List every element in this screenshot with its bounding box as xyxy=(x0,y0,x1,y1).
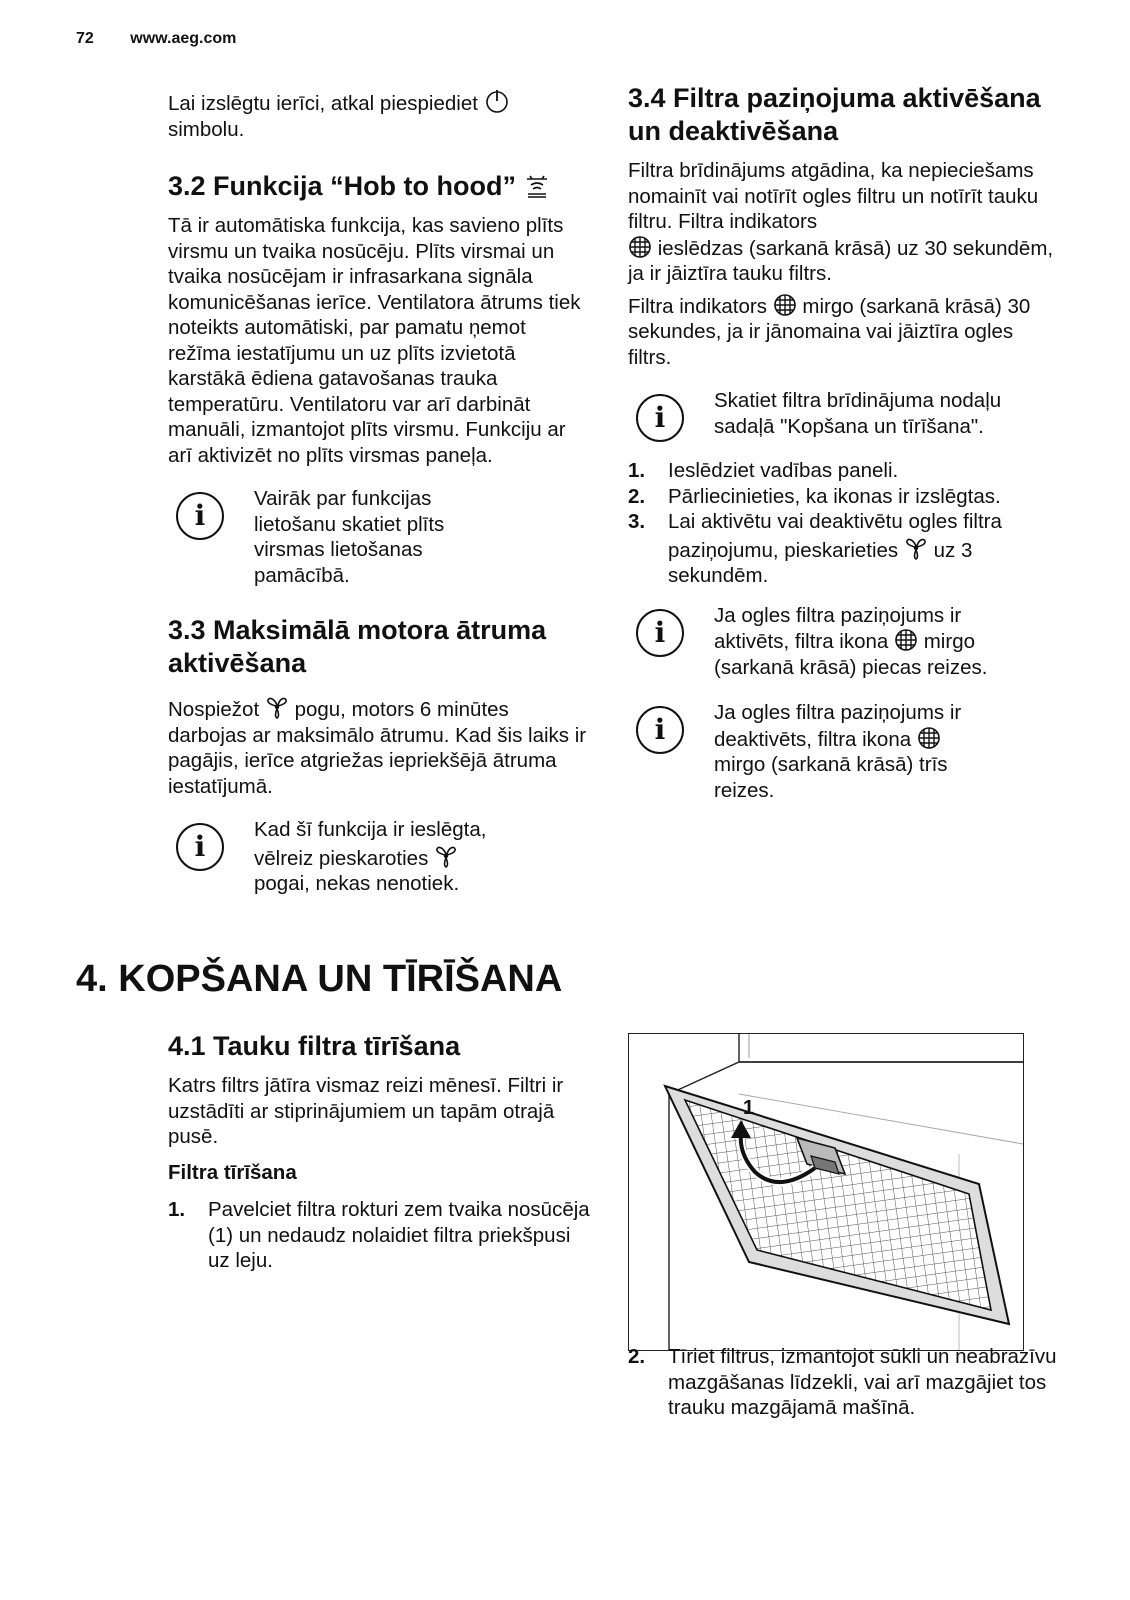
info-icon: i xyxy=(176,492,224,540)
section-4-1-body: Katrs filtrs jātīra vismaz reizi mēnesī. Filtri ir uzstādīti ar stiprinājumiem un tapām otrajā pusē. xyxy=(168,1074,564,1148)
website: www.aeg.com xyxy=(130,30,237,47)
section-3-2-title: 3.2 Funkcija “Hob to hood” xyxy=(168,170,593,203)
subheading-filter-cleaning: Filtra tīrīšana xyxy=(168,1160,297,1184)
step-3-4-2: 2. Pārliecinieties, ka ikonas ir izslēgtas. xyxy=(628,484,1001,508)
page-header xyxy=(76,30,268,48)
page-number: 72 xyxy=(76,30,94,47)
section-3-2-body: Tā ir automātiska funkcija, kas savieno plīts virsmu un tvaika nosūcēju. Plīts virsmai un tvaika nosūcējam ir infrasarkana signāla komunicēšanas ierīce. Ventilatora ātrums tiek noteikts automātiski, par pamatu ņemot režīma iestatījumu un uz plīts izvietotā karstākā ēdiena gatavošanas trauka temperatūru. Ventilatoru var arī darbināt manuāli, izmantojot plīts virsmu. Funkciju ar arī aktivizēt no plīts virsmas paneļa. xyxy=(168,214,581,467)
section-3-4-p1: Filtra brīdinājums atgādina, ka nepieciešams nomainīt vai notīrīt ogles filtru un notīrīt tauku filtru. Filtra indikators ieslēdzas (sarkanā krāsā) uz 30 sekundēm, ja ir jāiztīra tauku filtrs. xyxy=(628,159,1054,285)
hob-to-hood-icon xyxy=(524,173,550,199)
chapter-title: 4. KOPŠANA UN TĪRĪŠANA xyxy=(76,958,563,1000)
filter-drawing xyxy=(629,1034,1023,1350)
fan-icon xyxy=(265,694,289,720)
info-icon: i xyxy=(176,823,224,871)
step-3-4-1: 1. Ieslēdziet vadības paneli. xyxy=(628,459,899,482)
intro-text: Lai izslēgtu ierīci, atkal piespiediet simbolu. xyxy=(168,88,593,142)
fan-icon xyxy=(904,535,928,561)
power-icon xyxy=(484,88,510,114)
right-column xyxy=(628,82,1058,803)
note-3-4-c-text: Ja ogles filtra paziņojums ir deaktivēts, filtra ikona mirgo (sarkanā krāsā) trīs reizes. xyxy=(714,701,962,802)
note-3-2 xyxy=(168,486,593,588)
note-3-4-c xyxy=(628,700,1058,803)
step-4-1-1: 1. Pavelciet filtra rokturi zem tvaika nosūcēja (1) un nedaudz nolaidiet filtra priekšpusi uz leju. xyxy=(168,1198,590,1272)
note-3-4-b xyxy=(628,603,1058,681)
filter-grid-icon xyxy=(773,293,797,317)
section-3-4-p2: Filtra indikators mirgo (sarkanā krāsā) 30 sekundes, ja ir jānomaina vai jāiztīra ogles filtrs. xyxy=(628,294,1031,369)
note-3-3-text: Kad šī funkcija ir ieslēgta, vēlreiz pieskaroties pogai, nekas nenotiek. xyxy=(254,818,487,895)
fan-icon xyxy=(434,843,458,869)
filter-grid-icon xyxy=(628,235,652,259)
note-3-3 xyxy=(168,817,593,897)
filter-grid-icon xyxy=(894,628,918,652)
info-icon: i xyxy=(636,706,684,754)
info-icon: i xyxy=(636,394,684,442)
figure-label: 1 xyxy=(743,1097,755,1119)
step-4-1-2-wrap xyxy=(628,1344,1058,1421)
section-3-3-body: Nospiežot pogu, motors 6 minūtes darbojas ar maksimālo ātrumu. Kad šis laiks ir pagājis, ierīce atgriežas iepriekšējā ātruma iestatījumā. xyxy=(168,694,593,799)
filter-illustration xyxy=(628,1033,1024,1351)
section-3-3-title: 3.3 Maksimālā motora ātruma aktivēšana xyxy=(168,615,547,678)
note-3-4-a-text: Skatiet filtra brīdinājuma nodaļu sadaļā "Kopšana un tīrīšana". xyxy=(714,389,1002,438)
step-3-4-3: 3. Lai aktivētu vai deaktivētu ogles filtra paziņojumu, pieskarieties uz 3 sekundēm. xyxy=(628,510,1002,587)
info-icon: i xyxy=(636,609,684,657)
step-4-1-2: 2. Tīriet filtrus, izmantojot sūkli un neabrazīvu mazgāšanas līdzekli, vai arī mazgājiet tos trauku mazgājamā mašīnā. xyxy=(628,1345,1057,1419)
note-3-4-a xyxy=(628,388,1058,442)
note-3-2-text: Vairāk par funkcijas lietošanu skatiet plīts virsmas lietošanas pamācībā. xyxy=(254,487,445,587)
left-column xyxy=(168,88,593,897)
filter-grid-icon xyxy=(917,726,941,750)
section-3-4-title: 3.4 Filtra paziņojuma aktivēšana un deaktivēšana xyxy=(628,83,1041,146)
section-4-1 xyxy=(168,1030,593,1274)
section-4-1-title: 4.1 Tauku filtra tīrīšana xyxy=(168,1031,461,1061)
note-3-4-b-text: Ja ogles filtra paziņojums ir aktivēts, filtra ikona mirgo (sarkanā krāsā) piecas reizes. xyxy=(714,603,988,679)
